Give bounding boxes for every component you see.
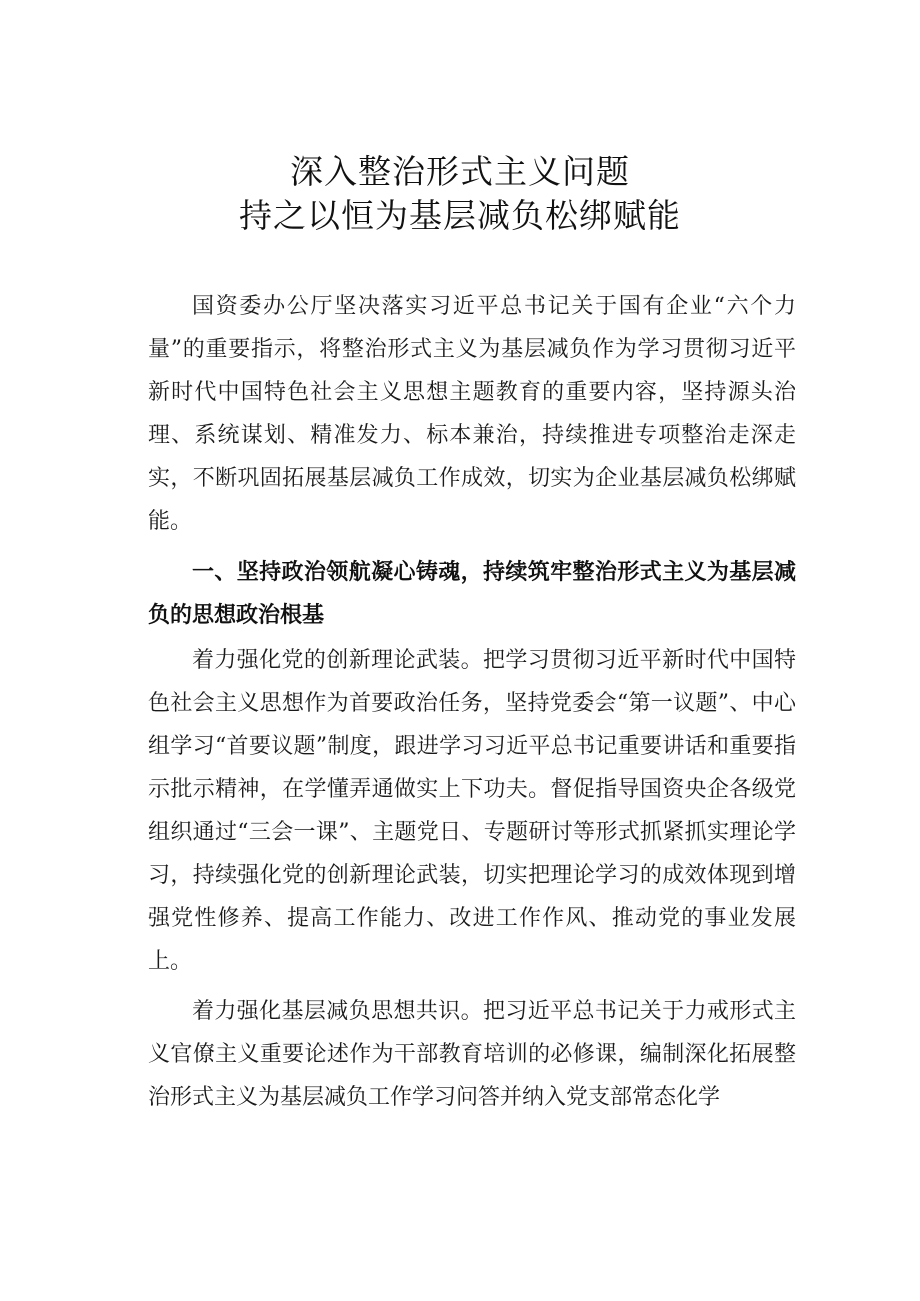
title-line-2: 持之以恒为基层减负松绑赋能 xyxy=(239,196,681,235)
section-1-paragraph-1: 着力强化党的创新理论武装。把学习贯彻习近平新时代中国特色社会主义思想作为首要政治任务，坚持党委会“第一议题”、中心组学习“首要议题”制度，跟进学习习近平总书记重要讲话和重要指示批示精神，在学懂弄通做实上下功夫。督促指导国资央企各级党组织通过“三会一课”、主题党日、专题研讨等形式抓紧抓实理论学习，持续强化党的创新理论武装，切实把理论学习的成效体现到增强党性修养、提高工作能力、改进工作作风、推动党的事业发展上。 xyxy=(148,648,796,974)
title-line-1: 深入整治形式主义问题 xyxy=(290,152,630,191)
section-1-paragraph-2: 着力强化基层减负思想共识。把习近平总书记关于力戒形式主义官僚主义重要论述作为干部教育培训的必修课，编制深化拓展整治形式主义为基层减负工作学习问答并纳入党支部常态化学 xyxy=(148,999,796,1110)
document-title xyxy=(0,150,920,238)
intro-paragraph: 国资委办公厅坚决落实习近平总书记关于国有企业“六个力量”的重要指示，将整治形式主义为基层减负作为学习贯彻习近平新时代中国特色社会主义思想主题教育的重要内容，坚持源头治理、系统谋划、精准发力、标本兼治，持续推进专项整治走深走实，不断巩固拓展基层减负工作成效，切实为企业基层减负松绑赋能。 xyxy=(148,294,796,534)
section-1-heading: 一、坚持政治领航凝心铸魂，持续筑牢整治形式主义为基层减负的思想政治根基 xyxy=(148,560,796,628)
document-body xyxy=(148,285,796,1119)
